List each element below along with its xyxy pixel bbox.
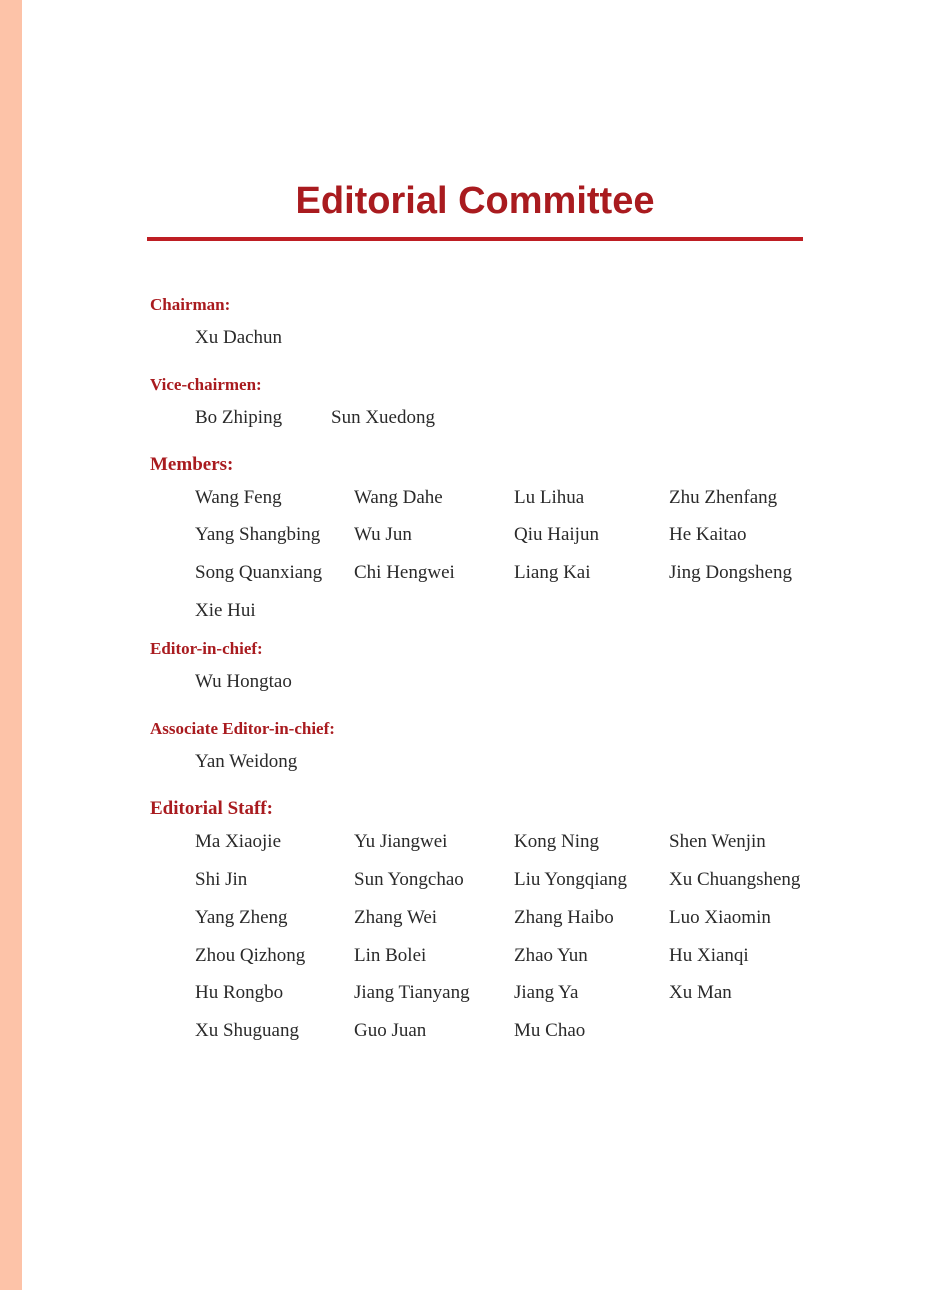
staff-name: Xu Man bbox=[669, 982, 732, 1003]
staff-name: Zhang Haibo bbox=[514, 907, 614, 928]
staff-name: Zhao Yun bbox=[514, 945, 588, 966]
member-name: Xie Hui bbox=[195, 600, 256, 621]
associate-editor-in-chief-name: Yan Weidong bbox=[195, 751, 298, 772]
staff-name: Guo Juan bbox=[354, 1020, 427, 1041]
title-underline bbox=[147, 237, 803, 241]
staff-name: Kong Ning bbox=[514, 831, 599, 852]
staff-name: Xu Chuangsheng bbox=[669, 869, 801, 890]
member-name: Qiu Haijun bbox=[514, 524, 599, 545]
staff-name: Zhang Wei bbox=[354, 907, 438, 928]
staff-name: Zhou Qizhong bbox=[195, 945, 306, 966]
staff-name: Liu Yongqiang bbox=[514, 869, 627, 890]
staff-name: Jiang Ya bbox=[514, 982, 579, 1003]
staff-name: Jiang Tianyang bbox=[354, 982, 470, 1003]
vice-chairman-name: Sun Xuedong bbox=[331, 407, 435, 428]
member-name: Jing Dongsheng bbox=[669, 562, 792, 583]
member-name: Yang Shangbing bbox=[195, 524, 321, 545]
staff-name: Lin Bolei bbox=[354, 945, 427, 966]
staff-name: Xu Shuguang bbox=[195, 1020, 299, 1041]
staff-name: Hu Rongbo bbox=[195, 982, 284, 1003]
member-name: Song Quanxiang bbox=[195, 562, 323, 583]
member-name: Zhu Zhenfang bbox=[669, 487, 778, 508]
member-name: Lu Lihua bbox=[514, 487, 585, 508]
member-name: He Kaitao bbox=[669, 524, 747, 545]
member-name: Liang Kai bbox=[514, 562, 591, 583]
staff-name: Ma Xiaojie bbox=[195, 831, 282, 852]
editor-in-chief-name: Wu Hongtao bbox=[195, 671, 292, 692]
associate-editor-in-chief-heading: Associate Editor-in-chief: bbox=[150, 719, 335, 738]
editor-in-chief-heading: Editor-in-chief: bbox=[150, 639, 263, 658]
vice-chairman-name: Bo Zhiping bbox=[195, 407, 283, 428]
member-name: Chi Hengwei bbox=[354, 562, 455, 583]
staff-name: Yang Zheng bbox=[195, 907, 288, 928]
vice-chairmen-heading: Vice-chairmen: bbox=[150, 375, 262, 394]
member-name: Wang Dahe bbox=[354, 487, 443, 508]
staff-name: Sun Yongchao bbox=[354, 869, 464, 890]
staff-name: Shi Jin bbox=[195, 869, 248, 890]
page-title: Editorial Committee bbox=[295, 180, 655, 222]
chairman-heading: Chairman: bbox=[150, 295, 231, 314]
staff-name: Hu Xianqi bbox=[669, 945, 749, 966]
staff-name: Mu Chao bbox=[514, 1020, 586, 1041]
chairman-name: Xu Dachun bbox=[195, 327, 283, 348]
member-name: Wu Jun bbox=[354, 524, 412, 545]
staff-name: Shen Wenjin bbox=[669, 831, 766, 852]
staff-name: Yu Jiangwei bbox=[354, 831, 448, 852]
member-name: Wang Feng bbox=[195, 487, 282, 508]
staff-name: Luo Xiaomin bbox=[669, 907, 771, 928]
members-heading: Members: bbox=[150, 454, 234, 475]
editorial-staff-heading: Editorial Staff: bbox=[150, 798, 273, 819]
